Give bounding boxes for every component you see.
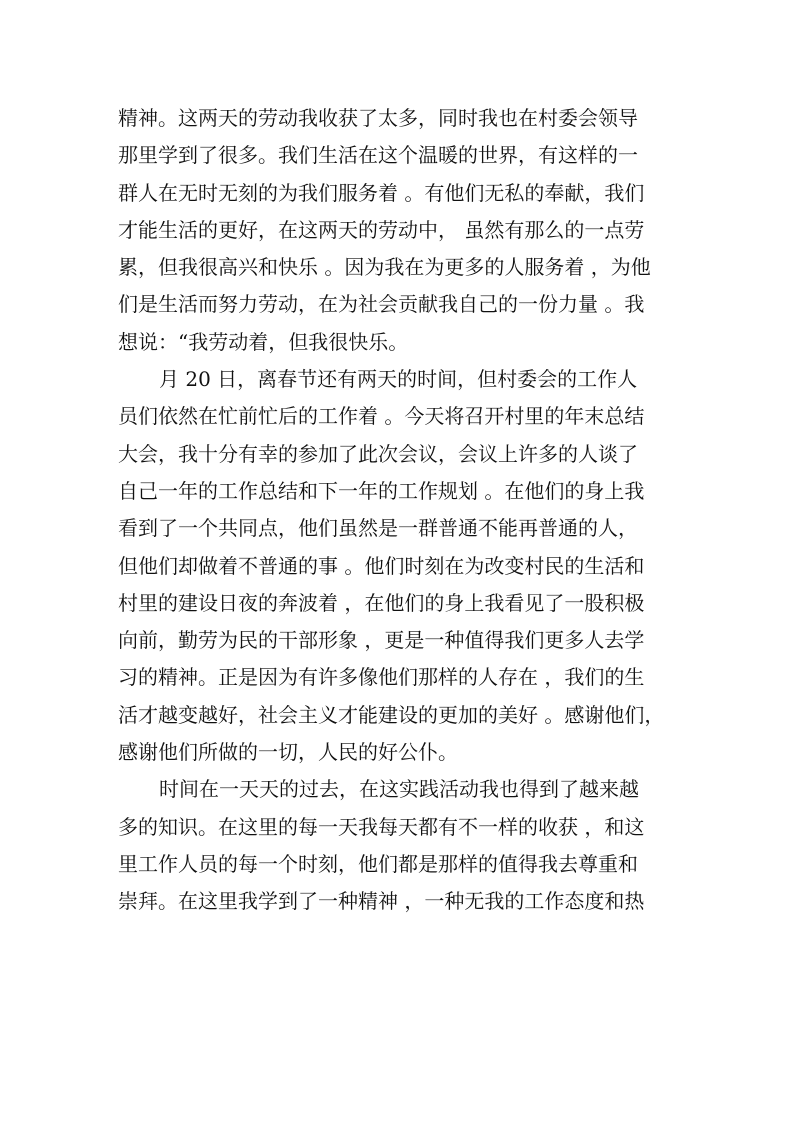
text-line: 们是生活而努力劳动，在为社会贡献我自己的一份力量 。我 [118, 292, 645, 317]
text-line: 群人在无时无刻的为我们服务着 。有他们无私的奉献，我们 [118, 180, 645, 205]
paragraph-1 [118, 100, 678, 361]
paragraph-3 [118, 771, 678, 920]
text-line: 月 20 日，离春节还有两天的时间，但村委会的工作人 [159, 367, 638, 392]
text-line: 里工作人员的每一个时刻，他们都是那样的值得我去尊重和 [118, 851, 638, 876]
text-line: 大会，我十分有幸的参加了此次会议，会议上许多的人谈了 [118, 441, 638, 466]
text-line: 累，但我很高兴和快乐 。因为我在为更多的人服务着 ，为他 [118, 255, 651, 280]
text-line: 村里的建设日夜的奔波着 ，在他们的身上我看见了一股积极 [118, 590, 645, 615]
text-line: 感谢他们所做的一切，人民的好公仆。 [118, 740, 458, 765]
text-line: 崇拜。在这里我学到了一种精神 ，一种无我的工作态度和热 [118, 889, 645, 914]
text-line: 自己一年的工作总结和下一年的工作规划 。在他们的身上我 [118, 478, 645, 503]
text-line: 时间在一天天的过去，在这实践活动我也得到了越来越 [159, 777, 639, 802]
text-line: 活才越变越好，社会主义才能建设的更加的美好 。感谢他们， [118, 702, 665, 727]
text-line: 想说：“我劳动着，但我很快乐。 [118, 329, 409, 354]
text-line: 多的知识。在这里的每一天我每天都有不一样的收获 ，和这 [118, 814, 645, 839]
text-line: 看到了一个共同点，他们虽然是一群普通不能再普通的人， [118, 516, 638, 541]
document-body [118, 100, 678, 921]
text-line: 才能生活的更好，在这两天的劳动中， 虽然有那么的一点劳 [118, 217, 645, 242]
text-line: 习的精神。正是因为有许多像他们那样的人存在 ，我们的生 [118, 665, 645, 690]
text-line: 员们依然在忙前忙后的工作着 。今天将召开村里的年末总结 [118, 404, 645, 429]
text-line: 但他们却做着不普通的事 。他们时刻在为改变村民的生活和 [118, 553, 645, 578]
text-line: 精神。这两天的劳动我收获了太多，同时我也在村委会领导 [118, 106, 638, 130]
paragraph-2 [118, 361, 678, 771]
text-line: 那里学到了很多。我们生活在这个温暖的世界，有这样的一 [118, 143, 638, 168]
text-line: 向前，勤劳为民的干部形象 ，更是一种值得我们更多人去学 [118, 628, 645, 653]
